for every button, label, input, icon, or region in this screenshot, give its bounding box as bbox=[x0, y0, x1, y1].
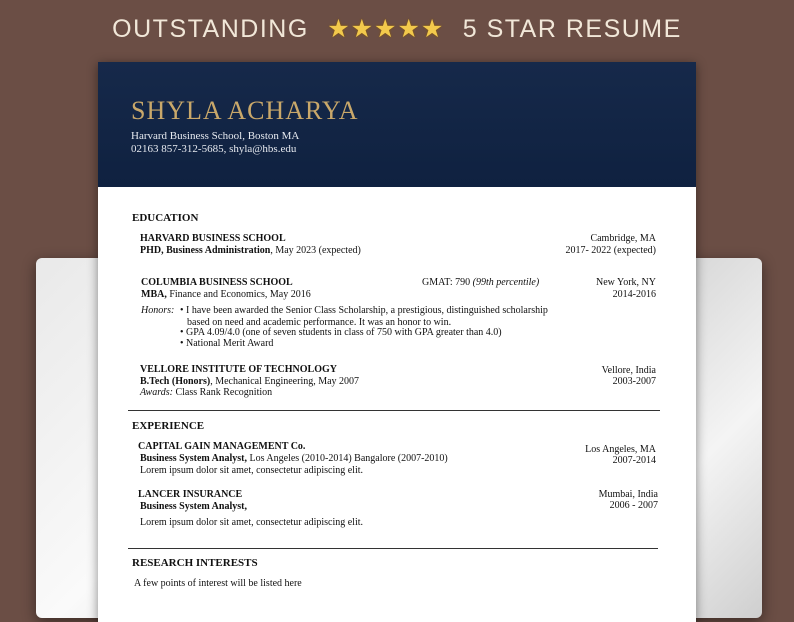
cgm-location: Los Angeles, MA bbox=[585, 444, 656, 455]
cbs-gmat-percentile: (99th percentile) bbox=[472, 277, 540, 288]
research-text: A few points of interest will be listed here bbox=[134, 578, 302, 589]
cbs-honor-item: • National Merit Award bbox=[180, 338, 274, 349]
cbs-gmat: GMAT: 790 bbox=[422, 277, 471, 288]
cgm-name: CAPITAL GAIN MANAGEMENT Co. bbox=[138, 441, 306, 452]
cbs-honor-item: • GPA 4.09/4.0 (one of seven students in class of 750 with GPA greater than 4.0) bbox=[180, 327, 502, 338]
lancer-role: Business System Analyst, bbox=[140, 501, 247, 512]
cgm-role-line bbox=[140, 453, 448, 465]
lancer-dates: 2006 - 2007 bbox=[609, 500, 658, 511]
education-heading: EDUCATION bbox=[132, 212, 199, 224]
cbs-name: COLUMBIA BUSINESS SCHOOL bbox=[141, 277, 293, 288]
cbs-dates: 2014-2016 bbox=[612, 289, 656, 300]
cbs-honors-label: Honors: bbox=[141, 305, 175, 316]
experience-heading: EXPERIENCE bbox=[132, 420, 205, 432]
candidate-name: SHYLA ACHARYA bbox=[131, 96, 359, 125]
cbs-degree-line bbox=[141, 289, 311, 301]
cbs-gmat-line bbox=[422, 277, 539, 289]
hbs-location: Cambridge, MA bbox=[590, 233, 656, 244]
vit-location: Vellore, India bbox=[601, 365, 656, 376]
hbs-name: HARVARD BUSINESS SCHOOL bbox=[140, 233, 286, 244]
cbs-location: New York, NY bbox=[595, 277, 656, 288]
vit-degree: B.Tech (Honors) bbox=[140, 376, 211, 387]
cbs-degree-detail: Finance and Economics, May 2016 bbox=[166, 289, 311, 300]
cgm-role-detail: Los Angeles (2010-2014) Bangalore (2007-2010) bbox=[246, 453, 448, 464]
section-divider bbox=[128, 410, 660, 411]
cbs-honor-item: based on need and academic performance. It was an honor to win. bbox=[187, 317, 452, 328]
banner-right-text: 5 STAR RESUME bbox=[462, 15, 682, 43]
cbs-degree: MBA, bbox=[141, 289, 167, 300]
five-star-rating-icon: ★★★★★ bbox=[327, 15, 445, 43]
lancer-location: Mumbai, India bbox=[598, 489, 658, 500]
cgm-role: Business System Analyst, bbox=[140, 453, 247, 464]
vit-awards-line bbox=[140, 387, 272, 399]
research-heading: RESEARCH INTERESTS bbox=[132, 557, 258, 569]
hbs-degree: PHD, Business Administration bbox=[140, 245, 271, 256]
school-line: Harvard Business School, Boston MA bbox=[131, 130, 300, 142]
vit-awards-label: Awards: bbox=[140, 387, 173, 398]
promo-banner bbox=[0, 14, 794, 44]
hbs-dates: 2017- 2022 (expected) bbox=[565, 245, 656, 256]
vit-dates: 2003-2007 bbox=[612, 376, 656, 387]
resume-page bbox=[98, 62, 696, 622]
cgm-dates: 2007-2014 bbox=[612, 455, 656, 466]
banner-left-text: OUTSTANDING bbox=[112, 15, 309, 43]
vit-degree-detail: , Mechanical Engineering, May 2007 bbox=[210, 376, 360, 387]
section-divider bbox=[128, 548, 658, 549]
cgm-description: Lorem ipsum dolor sit amet, consectetur adipiscing elit. bbox=[140, 465, 364, 476]
resume-header bbox=[98, 62, 696, 187]
vit-name: VELLORE INSTITUTE OF TECHNOLOGY bbox=[140, 364, 337, 375]
vit-awards: Class Rank Recognition bbox=[172, 387, 273, 398]
hbs-degree-line bbox=[140, 245, 361, 257]
lancer-description: Lorem ipsum dolor sit amet, consectetur adipiscing elit. bbox=[140, 517, 364, 528]
hbs-degree-detail: , May 2023 (expected) bbox=[270, 245, 361, 256]
lancer-name: LANCER INSURANCE bbox=[138, 489, 243, 500]
cbs-honor-item: • I have been awarded the Senior Class Scholarship, a prestigious, distinguished scholarship bbox=[180, 305, 548, 316]
contact-line: 02163 857-312-5685, shyla@hbs.edu bbox=[131, 143, 297, 155]
